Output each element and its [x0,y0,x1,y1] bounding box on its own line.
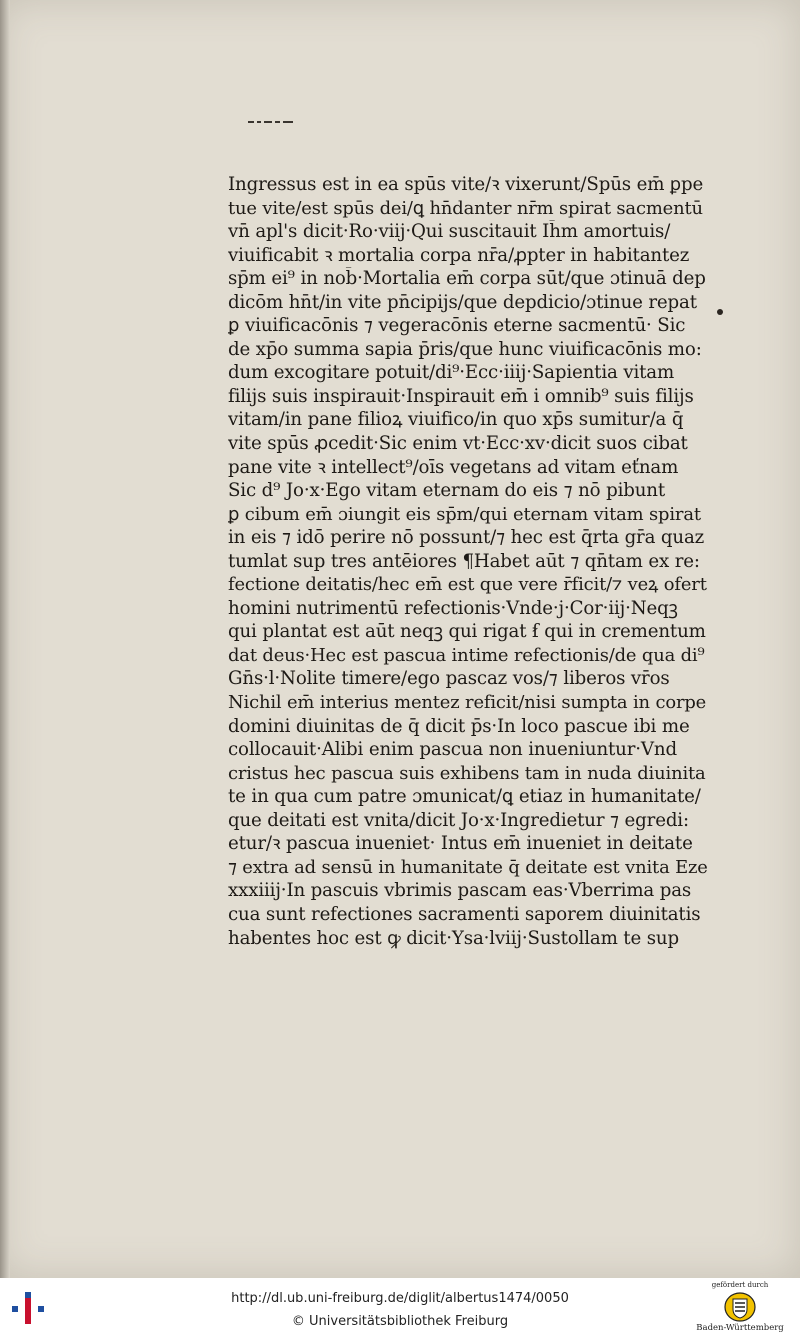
text-line: dum excogitare potuit/di⁹·Ecc·iiij·Sapientia vitam [228,362,675,384]
text-line: vn̄ apl's dicit·Ro·viij·Qui suscitauit Ih̄m amortuis/ [228,221,671,243]
text-line: in eis ⁊ idō perire nō possunt/⁊ hec est q̄rta gr̄a quaz [228,527,705,549]
text-line: qui plantat est aūt neqꝫ qui rigat ẜ qui in crementum [228,621,706,643]
sponsor-block [690,1281,790,1333]
text-line: Ingressus est in ea spūs vite/ꝛ vixerunt/Spūs em̄ ꝑpe [228,174,704,195]
text-line: Nichil em̄ interius mentez reficit/nisi sumpta in corpe [228,692,707,714]
text-line: xxxiiij·In pascuis vbrimis pascam eas·Vberrima pas [228,880,692,902]
text-line: sp̄m ei⁹ in nob̄·Mortalia em̄ corpa sūt/que ɔtinuā dep [228,268,706,290]
text-line: homini nutrimentū refectionis·Vnde·j·Cor·iij·Neqꝫ [228,597,678,619]
text-line: ꝑ cibum em̄ ɔiungit eis sp̄m/qui eternam vitam spirat [228,503,701,525]
baden-wuerttemberg-seal-icon [724,1292,756,1322]
text-line: tumlat sup tres antēiores ¶Habet aūt ⁊ qn̄tam ex re: [228,550,700,572]
text-line: Gn̄s·l·Nolite timere/ego pascaz vos/⁊ liberos vr̄os [228,668,670,690]
text-line: collocauit·Alibi enim pascua non inueniuntur·Vnd [228,739,677,761]
text-line: ⁊ extra ad sensū in humanitate q̄ deitate est vnita Eze [228,856,708,878]
text-line: domini diuinitas de q̄ dicit p̄s·In loco pascue ibi me [228,715,690,737]
margin-dot-mark [717,309,723,315]
text-line: de xp̄o summa sapia p̄ris/que hunc viuificacōnis mo: [228,338,702,360]
text-line: etur/ꝛ pascua inueniet· Intus em̄ inueniet in deitate [228,833,693,855]
text-line: fectione deitatis/hec em̄ est que vere r̄ficit/⁊ veꝝ ofert [228,574,707,596]
text-line: vite spūs ꝓcedit·Sic enim vt·Ecc·xv·dicit suos cibat [228,433,688,455]
text-line: Sic d⁹ Jo·x·Ego vitam eternam do eis ⁊ nō pibunt [228,480,666,502]
text-line: dicōm hn̄t/in vite pn̄cipijs/que depdicio/ɔtinue repat [228,291,697,313]
text-line: cristus hec pascua suis exhibens tam in nuda diuinita [228,762,706,784]
text-line: viuificabit ꝛ mortalia corpa nr̄a/ꝓpter in habitantez [228,244,690,266]
text-line: te in qua cum patre ɔmunicat/ꝗ etiaz in humanitate/ [228,786,701,808]
text-line: que deitati est vnita/dicit Jo·x·Ingredietur ⁊ egredi: [228,809,689,831]
document-url-link[interactable]: http://dl.ub.uni-freiburg.de/diglit/albertus1474/0050 [231,1291,569,1306]
page-edge-shadow [0,0,10,1278]
copyright-notice: © Universitätsbibliothek Freiburg [291,1314,509,1329]
sponsor-caption: gefördert durch [711,1281,769,1289]
text-line: ꝑ viuificacōnis ⁊ vegeracōnis eterne sacmentū· Sic [228,315,686,337]
text-line: vitam/in pane filioꝝ viuifico/in quo xp̄s sumitur/a q̄ [228,409,684,431]
text-line: filijs suis inspirauit·Inspirauit em̄ i omnib⁹ suis filijs [228,385,694,407]
incunable-text-block [228,173,708,950]
viewer-footer [0,1278,800,1335]
text-line: cua sunt refectiones sacramenti saporem diuinitatis [228,903,701,925]
page-header-mark [248,118,298,126]
text-line: pane vite ꝛ intellect⁹/oīs vegetans ad vitam eťnam [228,456,679,478]
text-line: dat deus·Hec est pascua intime refectionis/de qua di⁹ [228,644,705,666]
sponsor-name: Baden-Württemberg [696,1323,784,1333]
text-line: habentes hoc est ꝙ dicit·Ysa·lviij·Sustollam te sup [228,927,679,949]
text-line: tue vite/est spūs dei/ꝗ hn̄danter nr̄m spirat sacmentū [228,197,703,219]
